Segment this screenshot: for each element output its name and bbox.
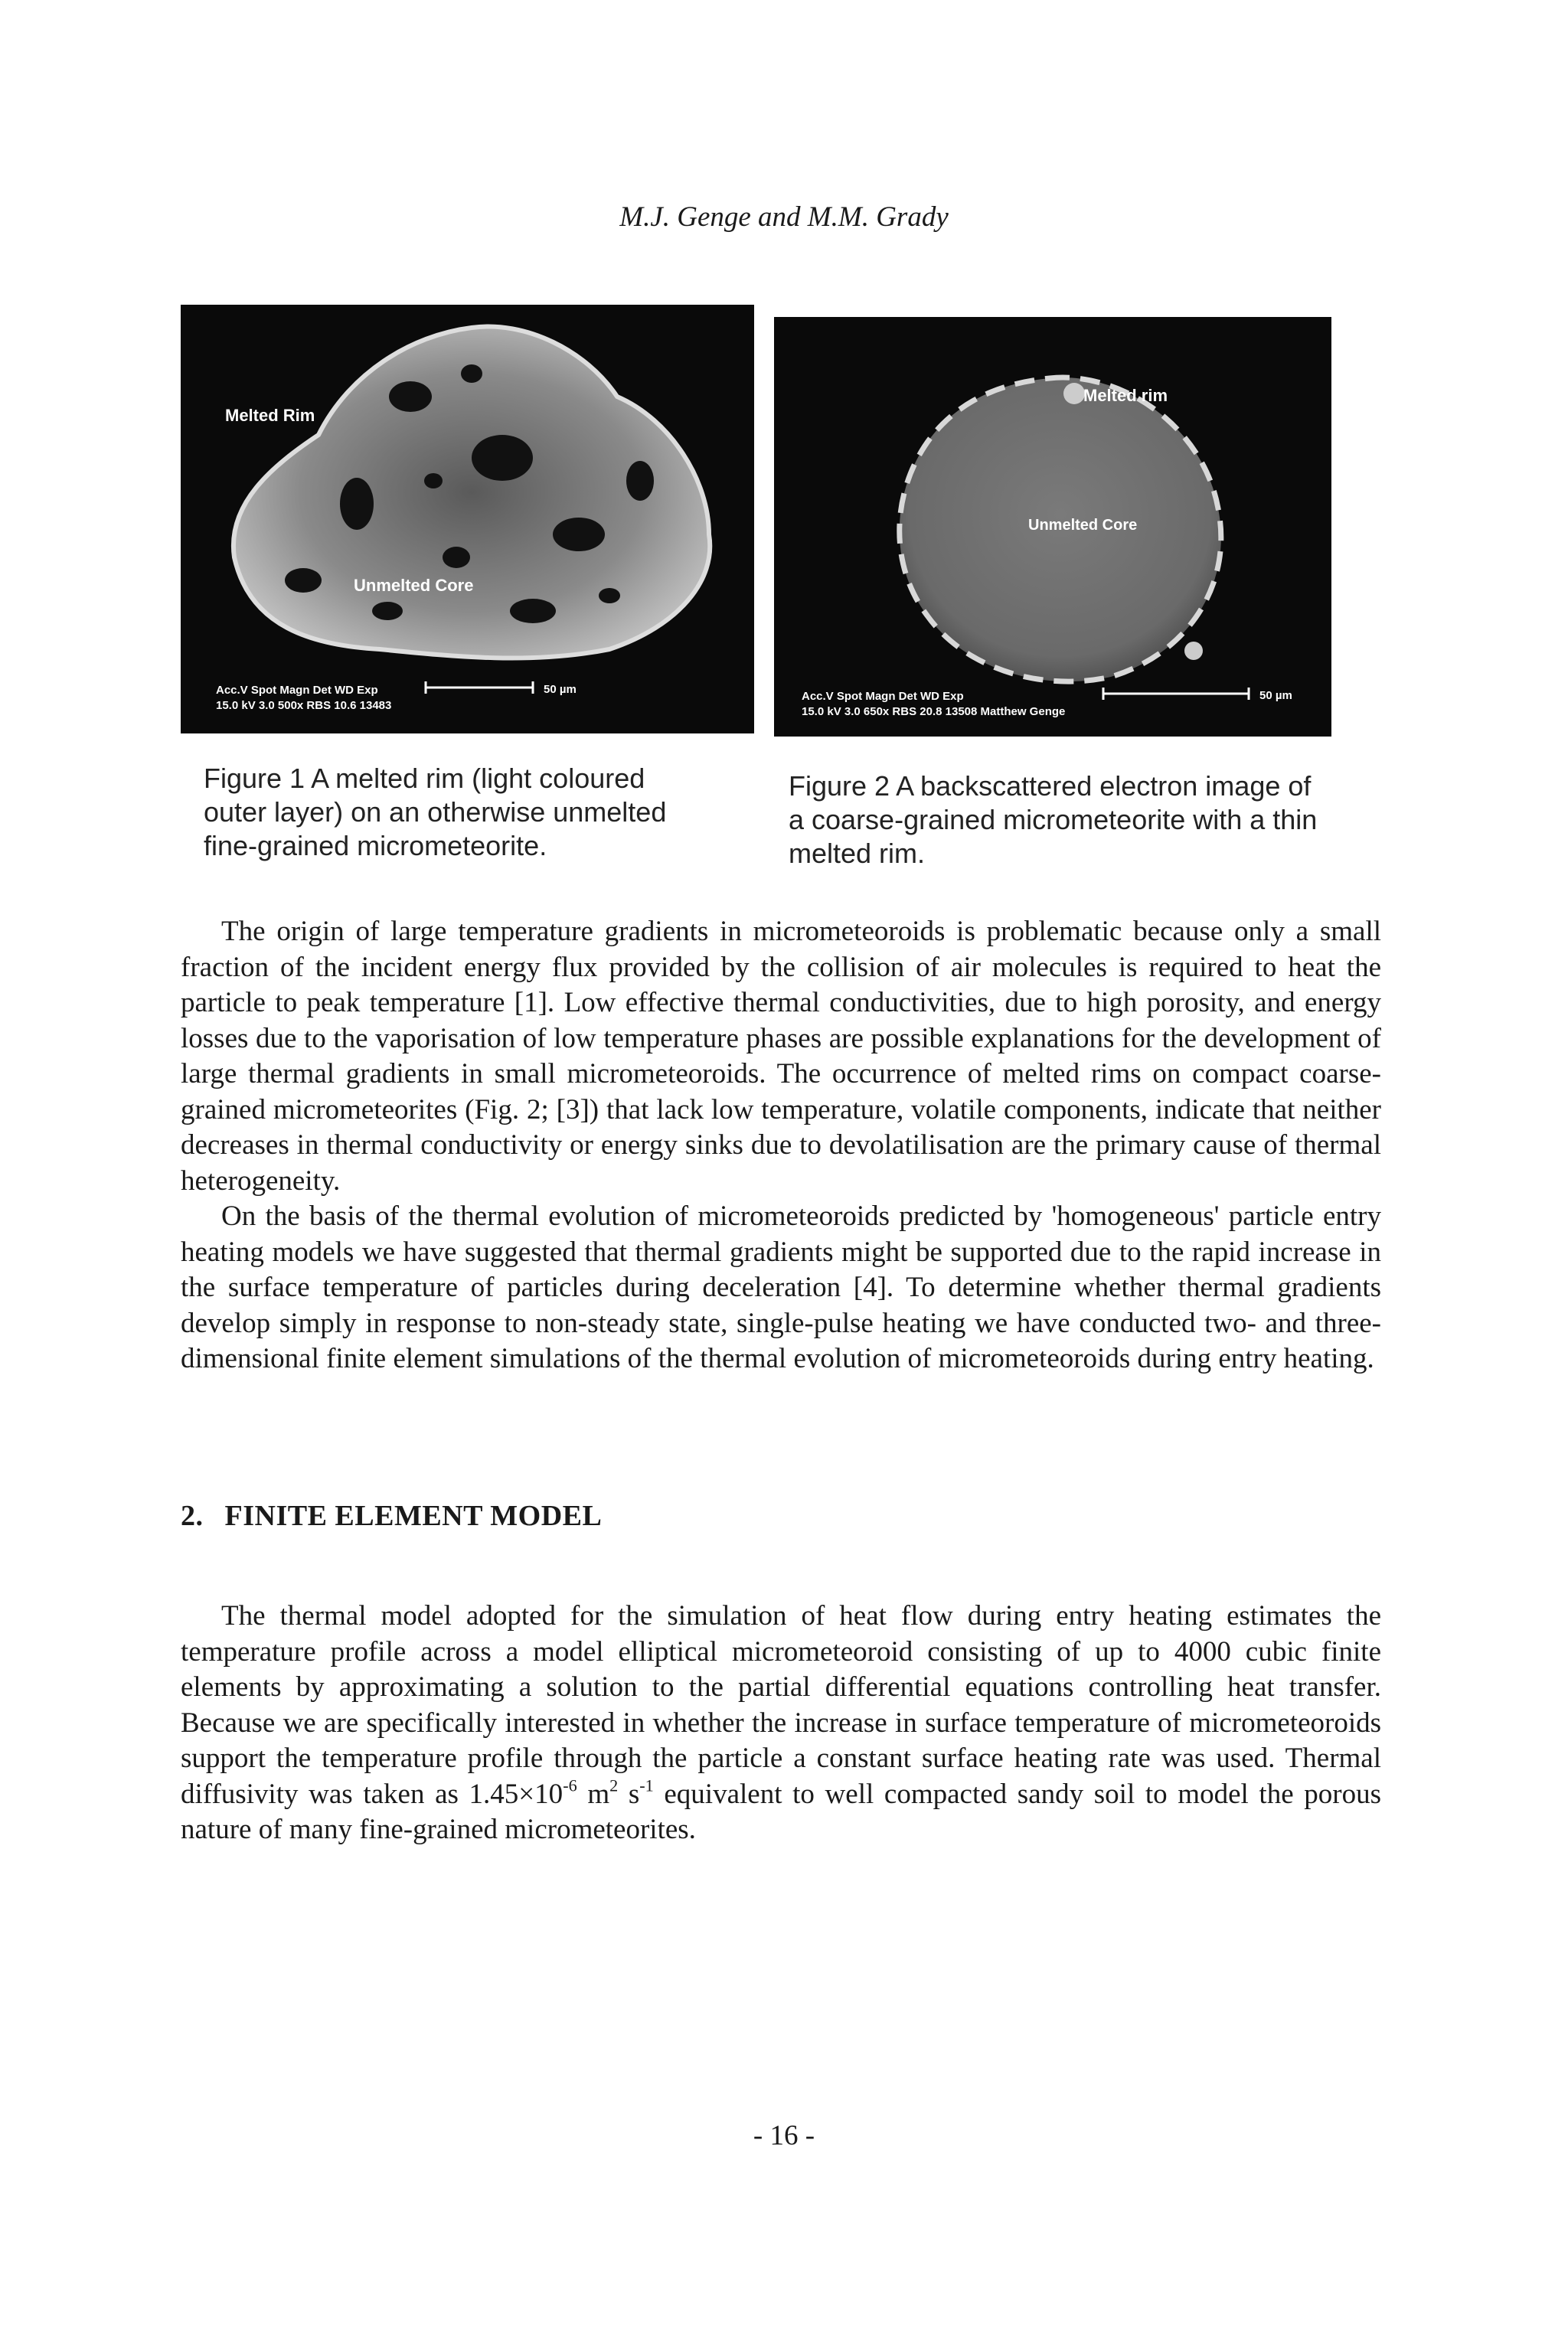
section-number: 2. [181,1500,204,1532]
paragraph-3: The thermal model adopted for the simulation of heat flow during entry heating estimates the temperature profile across a model elliptical micrometeoroid consisting of up to 4000 cubic finite elements by approximating a solution to the partial differential equations controlling heat transfer. Because we are specifically interested in whether the increase in surface temperature of micrometeoroids support the temperature profile through the particle a constant surface heating rate was used. Thermal diffusivity was taken as $1.45\times 10^{-6}$ $m^2$ $s^{-1}$ equivalent to well compacted sandy soil to model the porous nature of many fine-grained micrometeorites. [181,1600,1381,1845]
figure-2-info-line2: 15.0 kV 3.0 650x RBS 20.8 13508 Matthew Genge [802,705,1066,718]
section-title: FINITE ELEMENT MODEL [224,1500,603,1532]
section-body [181,1599,1381,1848]
figure-2-image [774,317,1331,737]
figure-2-label-rim: Melted rim [1083,386,1168,405]
figure-2-bse-image [774,317,1331,737]
figure-1-info-line1: Acc.V Spot Magn Det WD Exp [216,684,378,697]
figure-1-label-rim: Melted Rim [225,406,315,425]
figure-1-info-line2: 15.0 kV 3.0 500x RBS 10.6 13483 [216,699,392,712]
body-text [181,914,1381,1377]
figure-2-scale-label: 50 µm [1259,689,1292,702]
figure-2-caption: Figure 2 A backscattered electron image of a coarse-grained micrometeorite with a thin melted rim. [789,770,1318,869]
figure-1-caption: Figure 1 A melted rim (light coloured outer layer) on an otherwise unmelted fine-grained micrometeorite. [204,763,667,861]
running-head: M.J. Genge and M.M. Grady [619,201,949,233]
figure-1-sem-micrograph [181,305,754,733]
figure-2-label-core: Unmelted Core [1028,517,1138,534]
section-heading [181,1499,602,1533]
paragraph-1: The origin of large temperature gradients in micrometeoroids is problematic because only a small fraction of the incident energy flux provided by the collision of air molecules is required to heat the particle to peak temperature [1]. Low effective thermal conductivities, due to high porosity, and energy losses due to the vaporisation of low temperature phases are possible explanations for the development of large thermal gradients in small micrometeoroids. The occurrence of melted rims on compact coarse-grained micrometeorites (Fig. 2; [3]) that lack low temperature, volatile components, indicate that neither decreases in thermal conductivity or energy sinks due to devolatilisation are the primary cause of thermal heterogeneity. [181,916,1381,1197]
figure-1-label-core: Unmelted Core [354,576,474,595]
figure-2-info-line1: Acc.V Spot Magn Det WD Exp [802,690,964,703]
figure-1-image [181,305,754,733]
page-number: - 16 - [753,2120,815,2151]
figure-1-scale-label: 50 µm [544,683,577,696]
paragraph-2: On the basis of the thermal evolution of micrometeoroids predicted by 'homogeneous' particle entry heating models we have suggested that thermal gradients might be supported due to the rapid increase in the surface temperature of particles during deceleration [4]. To determine whether thermal gradients develop simply in response to non-steady state, single-pulse heating we have conducted two- and three-dimensional finite element simulations of the thermal evolution of micrometeoroids during entry heating. [181,1200,1381,1374]
